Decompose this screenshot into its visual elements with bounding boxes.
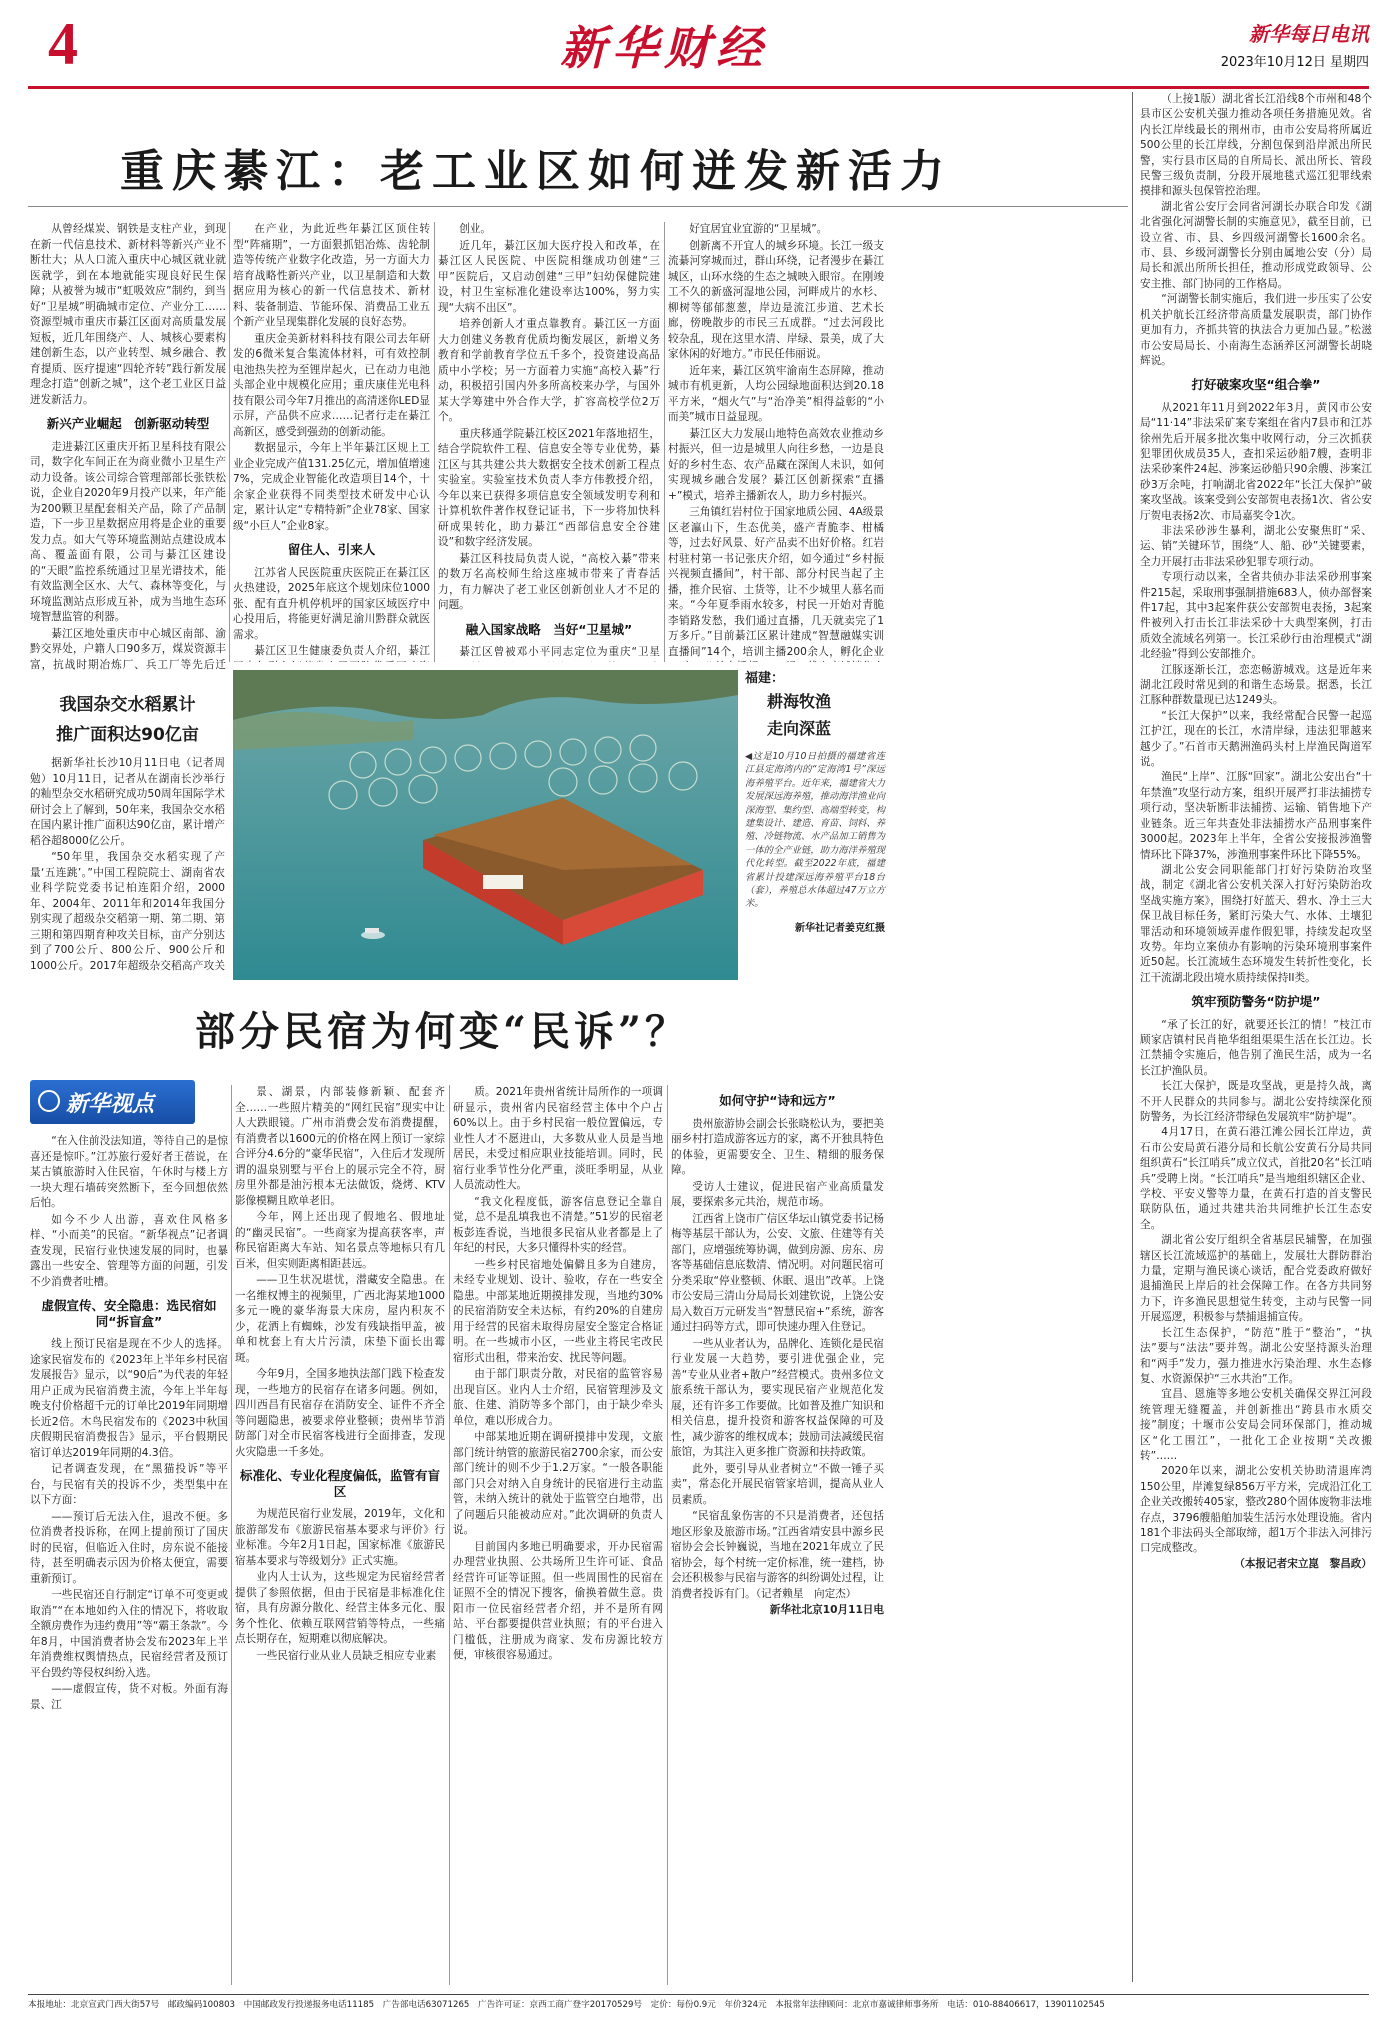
column-divider bbox=[231, 1085, 232, 1985]
paragraph: 长江生态保护，“防范”胜于“整治”，“执法”要与“法法”要并驾。湖北公安坚持源头治理和“两手”发力，强力推进水污染治理、水生态修复、水资源保护“三水共治”工作。 bbox=[1140, 1326, 1372, 1385]
paragraph: 走进綦江区重庆开拓卫星科技有限公司，数字化车间正在为商业微小卫星生产动力设备。该公司综合管理部部长张铁松说，企业自2020年9月投产以来，年产能为200颗卫星配套相关产品，除了产品制造，下一步卫星数据应用将是企业的重要发力点。如大气等环境监测站点建设成本高、覆盖面有限，公司与綦江区建设的“天眼”监控系统通过卫星光谱技术，能有效监测全区水、大气、森林等变化，与环境监测站点形成互补，成为当地生态环境智慧监管的利器。 bbox=[30, 440, 226, 623]
issue-date: 2023年10月12日 星期四 bbox=[1220, 55, 1369, 70]
paragraph: 业内人士认为，这些规定为民宿经营者提供了参照依据，但由于民宿是非标准化住宿，具有房源分散化、经营主体多元化、服务个性化、依赖互联网营销等特点，一些痛点长期存在，短期难以彻底解决。 bbox=[235, 1571, 445, 1645]
article-1-column-3 bbox=[438, 222, 660, 662]
paragraph: 江西省上饶市广信区华坛山镇党委书记杨梅等基层干部认为，公安、文旅、住建等有关部门，应增强统筹协调，做到房源、房东、房客等基础信息底数清、情况明。对问题民宿可分类采取“停业整顿、休眠、退出”改革。上饶市公安局三清山分局局长刘建钦说，上饶公安局入数百万元研发当“智慧民宿+”系统，游客通过扫码等方式，即可快速办理入住登记。 bbox=[671, 1212, 884, 1333]
paragraph: “在入住前没法知道，等待自己的是惊喜还是惊吓。”江苏旅行爱好者王蓓说，在某古镇旅游时入住民宿，午休时与楼上方一块大理石墙砖突然断下，至今回想依然后怕。 bbox=[30, 1135, 228, 1209]
paragraph: 培养创新人才重点靠教育。綦江区一方面大力创建义务教育优质均衡发展区，新增义务教育和学前教育学位五千多个，投资建设高品质中小学校；另一方面着力实施“高校入綦”行动，积极招引国内外多所高校来办学，与国外某大学筹建中外合作大学，扩容高校学位2万个。 bbox=[438, 318, 660, 423]
paragraph: 为规范民宿行业发展，2019年，文化和旅游部发布《旅游民宿基本要求与评价》行业标准。今年2月1日起，国家标准《旅游民宿基本要求与等级划分》正式实施。 bbox=[235, 1508, 445, 1567]
headline-rule bbox=[28, 206, 1128, 207]
paragraph: 渔民“上岸”、江豚“回家”。湖北公安出台“十年禁渔”攻坚行动方案，组织开展严打非法捕捞专项行动，坚决斩断非法捕捞、运输、销售地下产业链条。近三年共查处非法捕捞水产品刑事案件3000起。2023年上半年，全省公安接报涉渔警情环比下降37%，涉渔刑事案件环比下降55%。 bbox=[1140, 771, 1372, 861]
paragraph: 今年，网上还出现了假地名、假地址的“幽灵民宿”。一些商家为提高获客率，声称民宿距离大车站、知名景点等地标只有几百米，但实则距离相距甚远。 bbox=[235, 1211, 445, 1270]
article-1-subhead-3: 融入国家战略 当好“卫星城” bbox=[465, 621, 633, 637]
paragraph: 好宜居宜业宜游的“卫星城”。 bbox=[689, 223, 828, 235]
paragraph: 在产业，为此近些年綦江区顶住转型“阵痛期”，一方面狠抓铝冶炼、齿轮制造等传统产业数字化改造，另一方面大力培育战略性新兴产业，以卫星制造和大数据应用为核心的新一代信息技术、新材料、装备制造、节能环保、消费品工业五个新产业呈现集群化发展的良好态势。 bbox=[233, 223, 430, 328]
article-1-column-2 bbox=[233, 222, 430, 662]
paragraph: “河湖警长制实施后，我们进一步压实了公安机关护航长江经济带高质量发展职责，部门协作更加有力，齐抓共管的执法合力更加凸显。”松滋市公安局局长、小南海生态涵养区河湖警长胡晓辉说。 bbox=[1140, 293, 1372, 367]
footer-rule bbox=[28, 1994, 1369, 1995]
paragraph: 湖北省公安厅组织全省基层民辅警，在加强辖区长江流域巡护的基础上，发展壮大群防群治力量，定期与渔民谈心谈话，配合党委政府做好退捕渔民上岸后的社会保障工作。在各方共同努力下，许多渔民思想觉生转变，主动与民警一同开展巡逻，积极参与禁捕退捕宣传。 bbox=[1140, 1234, 1372, 1324]
paragraph: 目前国内多地已明确要求，开办民宿需办理营业执照、公共场所卫生许可证、食品经营许可证等证照。但一些周围性的民宿在证照不全的情况下搜客，偷换着做生意。贵阳市一位民宿经营者介绍，并不是所有网站、平台都要提供营业执照；有的平台进入门槛低，注册成为商家、发布房源比较方便，审核很容易通过。 bbox=[453, 1540, 663, 1661]
paragraph: 一些民宿行业从业人员缺乏相应专业素 bbox=[256, 1649, 437, 1662]
paragraph: 数据显示，今年上半年綦江区规上工业企业完成产值131.25亿元，增加值增速7%，完成企业智能化改造项目14个，十余家企业获得不同类型技术研发中心认定，累计认定“专精特新”企业78家、国家级“小巨人”企业8家。 bbox=[233, 442, 430, 532]
paragraph: 景、湖景，内部装修新颖、配套齐全……一些照片精美的“网红民宿”现实中让人大跌眼镜。广州市消费会发布消费提醒，有消费者以1600元的价格在网上预订一家综合评分4.6分的“豪华民宿”，入住后才发现所谓的温泉别墅与平台上的展示完全不符，厨房里外都是油污根本无法做饭，烧烤、KTV影像模糊且欧单老旧。 bbox=[235, 1086, 445, 1207]
paragraph: ——虚假宣传，货不对板。外面有海景、江 bbox=[30, 1683, 228, 1711]
sidebar-article bbox=[1140, 92, 1372, 1992]
column-divider bbox=[449, 1085, 450, 1985]
paragraph: 线上预订民宿是现在不少人的选择。途家民宿发布的《2023年上半年乡村民宿发展报告》显示，以“90后”为代表的年轻用户正成为民宿消费主流，今年上半年每晚支付价格超千元的订单比2019年同期增长近2倍。木鸟民宿发布的《2023中秋国庆假期民宿消费报告》显示，平台假期民宿订单达2019年同期的4.3倍。 bbox=[30, 1338, 228, 1459]
paragraph: 创业。 bbox=[459, 223, 491, 235]
sidebar-subhead-1: 打好破案攻坚“组合拳” bbox=[1191, 377, 1321, 393]
paragraph: （上接1版）湖北省长江沿线8个市州和48个县市区公安机关强力推动各项任务措施见效。省内长江岸线最长的荆州市，由市公安局将所属近500公里的长江岸线，分割包保到沿岸派出所民警，实行县市区局的自所局长、派出所长、管段民警三级负责制，分段开展地毯式巡江犯罪线索摸排和源头包保管控治理。 bbox=[1140, 93, 1372, 198]
paragraph: 专项行动以来，全省共侦办非法采砂刑事案件215起，采取刑事强制措施683人，侦办部督案件17起，其中3起案件获公安部贺电表扬，3起案件被列入打击长江非法采砂十大典型案例，打击质效全流域名列第一。长江采砂行由治理模式“湖北经验”得到公安部推介。 bbox=[1140, 571, 1372, 661]
paragraph: 受访人士建议，促进民宿产业高质量发展，要探索多元共治，规范市场。 bbox=[671, 1180, 884, 1208]
xinhua-viewpoint-logo bbox=[30, 1080, 195, 1124]
article-1-column-4 bbox=[668, 222, 884, 662]
column-divider bbox=[667, 1085, 668, 1985]
article-2-subhead-3: 如何守护“诗和远方” bbox=[719, 1093, 836, 1108]
paragraph: “我文化程度低，游客信息登记全靠自觉，总不是乱填我也不清楚。”51岁的民宿老板彭连香说，当地很多民宿从业者都是上了年纪的村民，大多只懂得朴实的经营。 bbox=[453, 1195, 663, 1254]
header-rule bbox=[28, 86, 1369, 89]
paragraph: 由于部门职责分散，对民宿的监管容易出现盲区。业内人士介绍，民宿管理涉及文旅、住建、消防等多个部门，由于缺少牵头单位，难以形成合力。 bbox=[453, 1368, 663, 1427]
column-divider bbox=[664, 222, 665, 662]
paragraph: ——卫生状况堪忧，潜藏安全隐患。在一名维权博主的视频里，广西北海某地1000多元一晚的豪华海景大床房，屋内积灰不少，花洒上有蜘蛛，沙发有残缺指甲盖，被单和枕套上有大片污渍，床垫下面长出霉斑。 bbox=[235, 1274, 445, 1364]
footer-imprint: 本报地址：北京宣武门西大街57号 邮政编码100803 中国邮政发行投递报务电话11185 广告部电话63071265 广告许可证：京西工商广登字20170529号 定价：每份0.9元 年价324元 本报常年法律顾问：北京市嘉诚律师事务所 电话：010-88406617，13901102545 bbox=[28, 2000, 1105, 2010]
photo-title-line-3: 走向深蓝 bbox=[767, 719, 832, 738]
article-1-subhead-1: 新兴产业崛起 创新驱动转型 bbox=[46, 416, 210, 431]
rice-headline bbox=[30, 690, 225, 750]
viewpoint-icon bbox=[38, 1090, 60, 1112]
paragraph: 如今不少人出游，喜欢住风格多样、“小而美”的民宿。“新华视点”记者调查发现，民宿行业快速发展的同时，也暴露出一些安全、管理等方面的问题，引发不少消费者吐槽。 bbox=[30, 1213, 228, 1288]
paragraph: “50年里，我国杂交水稻实现了产量‘五连跳’。”中国工程院院士、湖南省农业科学院党委书记柏连阳介绍，2000年、2004年、2011年和2014年我国分别实现了超级杂交稻第一期、第二期、第三期和第四期育种攻关目标，亩产分别达到了700公斤、800公斤、900公斤和1000公斤。2017年超级杂交稻高产攻关 bbox=[30, 851, 225, 971]
paragraph: 长江大保护，既是攻坚战，更是持久战，离不开人民群众的共同参与。湖北公安持续深化预防警务，为长江经济带绿色发展筑牢“防护堤”。 bbox=[1140, 1080, 1372, 1123]
article-1-headline: 重庆綦江：老工业区如何迸发新活力 bbox=[120, 146, 952, 197]
paragraph: 湖北省公安厅会同省河湖长办联合印发《湖北省强化河湖警长制的实施意见》，截至目前，已设立省、市、县、乡四级河湖警长1600余名。市、县、乡级河湖警长分别由属地公安（分）局局长和派出所所长担任，推动形成党政领导、公安主推、部门协同的工作格局。 bbox=[1140, 200, 1372, 290]
paragraph: 近几年，綦江区加大医疗投入和改革，在綦江区人民医院、中医院相继成功创建“三甲”医院后，又启动创建“三甲”妇幼保健院建设，村卫生室标准化建设率达100%，努力实现“大病不出区”。 bbox=[438, 239, 660, 314]
photo-caption-block bbox=[745, 670, 885, 980]
paragraph: 据新华社长沙10月11日电（记者周勉）10月11日，记者从在湖南长沙举行的籼型杂交水稻研究成功50周年国际学术研讨会上了解到，50年来，我国杂交水稻在国内累计推广面积达90亿亩，累计增产稻谷超8000亿公斤。 bbox=[30, 757, 225, 847]
paragraph: 今年9月，全国多地执法部门践下检查发现，一些地方的民宿存在诸多问题。例如，四川西昌有民宿存在消防安全、证件不齐全等问题隐患，被要求停业整顿；贵州毕节消防部门对全市民宿客栈进行全面排查，发现火灾隐患一千多处。 bbox=[235, 1368, 445, 1458]
paragraph: 质。2021年贵州省统计局所作的一项调研显示，贵州省内民宿经营主体中个户占60%以上。由于乡村民宿一般位置偏远，专业性人才不愿进山，大多数从业人员是当地居民，未受过相应职业技能培训。同时，民宿行业季节性分化严重，淡旺季明显，从业人员流动性大。 bbox=[453, 1086, 663, 1191]
paragraph: 近年来，綦江区筑牢渝南生态屏障，推动城市有机更新，人均公园绿地面积达到20.18平方米，“烟火气”与“治净美”相得益彰的“小而美”城市日益显现。 bbox=[668, 364, 884, 423]
paragraph: 綦江区曾被邓小平同志定位为重庆“卫星 bbox=[459, 646, 660, 658]
column-divider bbox=[434, 222, 435, 662]
photo-caption: ◀这是10月10日拍摄的福建省连江县定海湾内的“定海湾1号”深远海养殖平台。近年来，福建省大力发展深远海养殖，推动海洋渔业向深海型、集约型、高端型转变，构建集设计、建造、育苗、饲料、养殖、冷链物流、水产品加工销售为一体的全产业链，助力海洋养殖现代化转型。截至2022年底，福建省累计投建深远海养殖平台18台（套），养殖总水体超过47万立方米。 bbox=[745, 751, 885, 910]
paragraph: 中部某地近期在调研摸排中发现，文旅部门统计纳管的旅游民宿2700余家，而公安部门统计的则不少于1.2万家。“一般各职能部门只会对纳入自身统计的民宿进行主动监管，未纳入统计的就处于监管空白地带，出了问题后只能被动应对。”此次调研的负责人说。 bbox=[453, 1431, 663, 1536]
paragraph: “民宿乱象伤害的不只是消费者，还包括地区形象及旅游市场。”江西省靖安县中源乡民宿协会会长钟巍说，当地在2021年成立了民宿协会，每个村统一定价标准，统一建档，协会还积极参与民宿与游客的纠纷调处过程，让消费者投诉有门。（记者赖星 向定杰） bbox=[671, 1510, 884, 1600]
paragraph: 此外，要引导从业者树立“不做一锤子买卖”，常态化开展民宿管家培训，提高从业人员素质。 bbox=[671, 1462, 884, 1506]
article-2-subhead-2: 标准化、专业化程度偏低，监管有盲区 bbox=[239, 1468, 440, 1499]
paragraph: 从曾经煤炭、钢铁是支柱产业，到现在新一代信息技术、新材料等新兴产业不断壮大；从人口流入重庆中心城区就业就医就学，到在本地就能实现良好民生保障；从被誉为城市“虹吸效应”制约，到当好“卫星城”明确城市定位、产业分工……资源型城市重庆市綦江区面对高质量发展短板，近几年围绕产、人、城核心要素构建创新生态，以产业转型、城乡融合、教育提质、医疗提速“四轮齐转”践行新发展理念打造“创新之城”，这个老工业区日益迸发新活力。 bbox=[30, 223, 226, 406]
article-2-headline: 部分民宿为何变“民诉”？ bbox=[195, 1008, 690, 1055]
paragraph: 綦江区地处重庆市中心城区南部、渝黔交界处，户籍人口90多万，煤炭资源丰富，抗战时期冶炼厂、兵工厂等先后迁 bbox=[30, 627, 226, 671]
article-1-subhead-2: 留住人、引来人 bbox=[287, 542, 376, 557]
article-2-column-4 bbox=[671, 1085, 884, 1980]
photo-credit: 新华社记者姜克红摄 bbox=[795, 922, 885, 934]
photo-title-location: 福建： bbox=[745, 671, 785, 686]
rice-headline-line-2: 推广面积达90亿亩 bbox=[56, 725, 199, 745]
rice-body bbox=[30, 756, 225, 971]
paragraph: 非法采砂涉生暴利，湖北公安聚焦盯“采、运、销”关键环节，围绕“人、船、砂”关键要素，全力开展打击非法采砂犯罪专项行动。 bbox=[1140, 524, 1372, 568]
paragraph: 湖北公安会同职能部门打好污染防治攻坚战，制定《湖北省公安机关深入打好污染防治攻坚战实施方案》，围绕打好蓝天、碧水、净土三大保卫战目标任务，紧盯污染大气、水体、土壤犯罪活动和环境领域弄虚作假犯罪，持续发起攻坚攻势。年均立案侦办有影响的污染环境刑事案件近50起。长江流域生态环境发生转折性变化，长江干流湖北段出境水质持续保持II类。 bbox=[1140, 863, 1372, 984]
paragraph: ——预订后无法入住，退改不便。多位消费者投诉称，在网上提前预订了国庆时的民宿，但临近入住时，房东说不能接待，甚至明确表示因为价格太便宜，需要重新预订。 bbox=[30, 1510, 228, 1585]
brand-block bbox=[1221, 18, 1369, 70]
article-2-subhead-1: 虚假宣传、安全隐患：选民宿如同“拆盲盒” bbox=[41, 1298, 217, 1329]
article-2-column-3 bbox=[453, 1085, 663, 1980]
rice-headline-line-1: 我国杂交水稻累计 bbox=[59, 695, 196, 715]
paragraph: 从2021年11月到2022年3月，黄冈市公安局“11·14”非法采矿案专案组在省内7县市和江苏徐州先后开展多批次集中收网行动，分三次抓获犯罪团伙成员35人，查扣采运砂船7艘，查明非法采砂案件24起、涉案运砂船只90余艘、涉案江砂3万余吨，打响湖北省2022年“长江大保护”破案攻坚战。该案受到公安部贺电表扬1次、省公安厅贺电表扬2次、市局嘉奖令1次。 bbox=[1140, 401, 1372, 522]
sidebar-divider bbox=[1132, 92, 1133, 1982]
paragraph: 重庆金美新材料科技有限公司去年研发的6微米复合集流体材料，可有效控制电池热失控为至锂岸起火，已在动力电池头部企业中规模化应用；重庆康佳光电科技有限公司今年7月推出的高清迷你LED显示屏，产品供不应求……记者行走在綦江高新区，感受到强劲的创新动能。 bbox=[233, 332, 430, 438]
paragraph: 綦江区大力发展山地特色高效农业推动乡村振兴，但一边是城里人向往乡愁，一边是良好的乡村生态、农产品藏在深闺人未识，如何实现城乡融合发展？綦江区创新探索“直播+”模式，培养主播新农人，助力乡村振兴。 bbox=[668, 427, 884, 502]
photo-illustration bbox=[233, 670, 738, 980]
paragraph: “承了长江的好，就要还长江的情！”枝江市顾家店镇村民肖艳华组组渠渠生活在长江边。长江禁捕令实施后，他告别了渔民生活，成为一名长江护渔队员。 bbox=[1140, 1018, 1372, 1077]
aquaculture-platform-photo bbox=[233, 670, 738, 980]
paragraph: 江豚逐渐长江，恋恋畅游城戏。这是近年来湖北江段时常见到的和谐生态场景。据悉，长江江豚种群数量现已达1249头。 bbox=[1140, 663, 1372, 707]
brand-name: 新华每日电讯 bbox=[1249, 22, 1369, 46]
paragraph: 贵州旅游协会副会长张晓松认为，要把美丽乡村打造成游客远方的家，离不开独具特色的体验，更需要安全、卫生、精细的服务保障。 bbox=[671, 1117, 884, 1176]
sidebar-byline: （本报记者宋立崑 黎昌政） bbox=[1234, 1557, 1372, 1570]
paragraph: 重庆移通学院綦江校区2021年落地招生，结合学院软件工程、信息安全等专业优势，綦江区与其共建公共大数据安全技术创新工程点实验室。实验室技术负责人李方伟教授介绍，今年以来已获得多项信息安全领域发明专利和计算机软件著作权登记证书，下一步将加快科研成果转化，助力綦江“西部信息安全谷建设”和数字经济发展。 bbox=[438, 427, 660, 548]
paragraph: 记者调查发现，在“黑猫投诉”等平台，与民宿有关的投诉不少，类型集中在以下方面： bbox=[30, 1463, 228, 1506]
paragraph: 三角镇红岩村位于国家地质公园、4A级景区老瀛山下，生态优美，盛产青脆李、柑橘等，过去好风景、好产品卖不出好价格。红岩村驻村第一书记张庆介绍，如今通过“乡村振兴视频直播间”，村干部、部分村民当起了主播，推介民宿、土货等，让不少城里人慕名而来。“今年夏季雨水较多，村民一开始对青脆李销路发愁，我们通过直播，几天就卖完了1万多斤。”目前綦江区累计建成“智慧融媒实训直播间”14个，培训主播200余人，孵化企业 bbox=[668, 506, 884, 658]
paragraph: 宜昌、恩施等多地公安机关确保交界江河段统管理无缝覆盖，并创新推出“跨县市水质交接”制度；十堰市公安局会同环保部门，推动城区“化工围江”，一批化工企业按期“关改搬转”…… bbox=[1140, 1388, 1372, 1462]
article-2-column-1 bbox=[30, 1134, 228, 1979]
paragraph: 2020年以来，湖北公安机关协助清退库湾150公里，岸滩复绿856万平方米，完成沿江化工企业关改搬转405家，整改280个固体废物非法堆存点，3796艘船舶加装生活污水处理设施。省内181个非法码头全部取缔，超1万个非法入河排污口完成整改。 bbox=[1140, 1465, 1372, 1555]
sidebar-subhead-2: 筑牢预防警务“防护堤” bbox=[1191, 994, 1321, 1010]
paragraph: 一些乡村民宿地处偏僻且多为自建房，未经专业规划、设计、验收，存在一些安全隐患。中部某地近期摸排发现，当地约30%的民宿消防安全未达标，有约20%的自建房用于经营的民宿未取得房屋安全鉴定合格证明。在一些城市小区，一些业主将民宅改民宿形式出租，带来治安、扰民等问题。 bbox=[453, 1258, 663, 1364]
column-divider bbox=[229, 222, 230, 662]
paragraph: “长江大保护”以来，我经常配合民警一起巡江护江，现在的长江，水清岸绿，违法犯罪越来越少了。”石首市天鹅洲渔码头村上岸渔民陶道军说。 bbox=[1140, 709, 1372, 769]
masthead-title: 新华财经 bbox=[560, 21, 768, 75]
paragraph: 綦江区科技局负责人说，“高校入綦”带来的数万名高校师生给这座城市带来了青春活力，有力解决了老工业区创新创业人才不足的问题。 bbox=[438, 552, 660, 611]
paragraph: 江苏省人民医院重庆医院正在綦江区火热建设，2025年底这个规划床位1000张、配有直升机停机坪的国家区域医疗中心投用后，将能更好满足渝川黔群众就医需求。 bbox=[233, 566, 430, 641]
article-2-column-2 bbox=[235, 1085, 445, 1980]
paragraph: 4月17日，在黄石港江滩公园长江岸边，黄石市公安局黄石港分局和长航公安黄石分局共同组织黄石“长江哨兵”成立仪式，首批20名“长江哨兵”受聘上岗。“长江哨兵”是当地组织辖区企业、学校、平安义警等力量，在黄石打造的首支警民联防队伍，通过共建共治共同维护长江生态安全。 bbox=[1140, 1126, 1372, 1231]
rice-story bbox=[30, 690, 225, 980]
page-number: 4 bbox=[48, 11, 78, 77]
paragraph: 一些从业者认为，品牌化、连锁化是民宿行业发展一大趋势，要引进优强企业，完善“专业从业者+散户”经营模式。贵州多位文旅系统干部认为，要实现民宿产业规范化发展，还有许多工作要做。比如普及推广知识和相关信息，提升投资和游客权益保障的可及性，减少游客的维权成本；鼓励司法减缓民宿旅馆，为其注入更多推广资源和扶持政策。 bbox=[671, 1337, 884, 1458]
article-1-column-1 bbox=[30, 222, 226, 672]
paragraph: 一些民宿还自行制定“订单不可变更或取消”“在本地如约入住的情况下，将收取全额房费作为违约费用”等“霸王条款”。今年8月，中国消费者协会发布2023年上半年消费维权舆情热点，民宿经营者及预订平台毁约等侵权纠纷入选。 bbox=[30, 1589, 228, 1679]
article-2-dateline: 新华社北京10月11日电 bbox=[769, 1604, 884, 1616]
paragraph: 綦江区卫生健康委负责人介绍，綦江 bbox=[254, 645, 430, 657]
paragraph: 创新离不开宜人的城乡环境。长江一级支流綦河穿城而过，群山环绕，记者漫步在綦江城区，山环水绕的生态之城映入眼帘。在刚竣工不久的新盛河湿地公园，河畔成片的水杉、柳树等郁郁葱葱，岸边是流江步道、艺术长廊，傍晚散步的市民三五成群。“过去河段比较杂乱，现在这里水清、岸绿、景美，成了大家休闲的好地方。”市民任伟丽说。 bbox=[668, 239, 884, 360]
logo-text: 新华视点 bbox=[66, 1092, 155, 1117]
photo-title-line-2: 耕海牧渔 bbox=[767, 692, 832, 711]
